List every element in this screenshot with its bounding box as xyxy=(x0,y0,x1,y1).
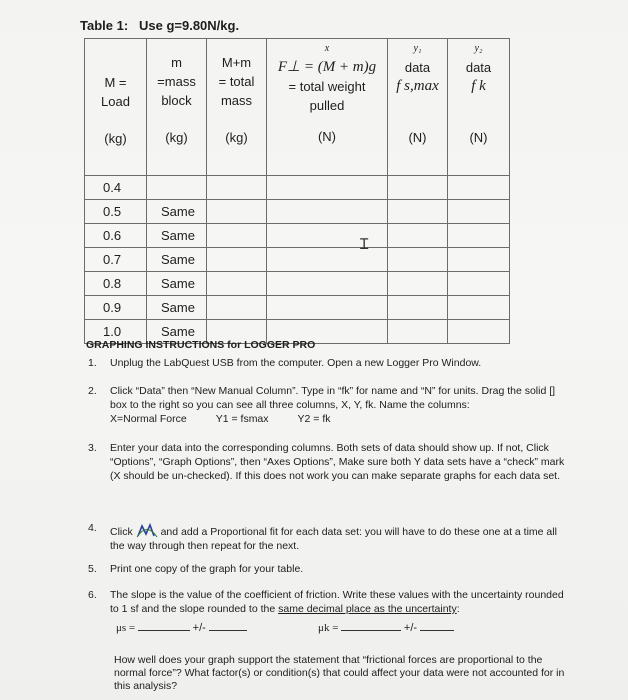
load-cell: 1.0 xyxy=(85,320,147,344)
instruction-number: 4. xyxy=(88,522,97,534)
header-force-line1: = total weight xyxy=(288,79,366,94)
fsmax-cell[interactable] xyxy=(388,248,448,272)
fsmax-cell[interactable] xyxy=(388,272,448,296)
mu-s-blank[interactable] xyxy=(138,620,190,631)
unit-mass: (kg) xyxy=(165,130,188,145)
table-row xyxy=(85,176,510,200)
instruction-text-end: : xyxy=(456,603,460,615)
total-mass-cell[interactable] xyxy=(207,200,267,224)
instruction-text: Enter your data into the corresponding columns. Both sets of data should show up. If not, Click “Options”, “Graph Options”, then “Axes Options”, Make sure both Y data sets have a “check” mark (X should be un-checked). If this does not work you can make separate graphs for each data set. xyxy=(110,442,565,482)
total-mass-cell[interactable] xyxy=(207,272,267,296)
mass-cell: Same xyxy=(147,296,207,320)
normal-force-cell[interactable] xyxy=(267,200,388,224)
mu-k-pm: +/- xyxy=(403,622,418,634)
load-cell: 0.5 xyxy=(85,200,147,224)
instruction-number: 3. xyxy=(88,442,97,454)
normal-force-cell[interactable] xyxy=(267,296,388,320)
fk-cell[interactable] xyxy=(448,272,510,296)
normal-force-cell[interactable] xyxy=(267,248,388,272)
header-fk-symbol: f k xyxy=(471,78,486,94)
header-normal-force xyxy=(267,39,388,176)
data-table xyxy=(84,38,510,344)
instruction-text: Print one copy of the graph for your table. xyxy=(110,563,304,575)
table-header-row xyxy=(85,39,510,176)
coefficients-row xyxy=(116,620,454,634)
analysis-question: How well does your graph support the statement that “frictional forces are proportional to the normal force”? What factor(s) or condition(s) that could affect your data were not accounted for in this analysis? xyxy=(114,654,565,692)
header-formula: F⊥ = (M + m)g xyxy=(277,59,377,75)
table-row xyxy=(85,248,510,272)
fsmax-cell[interactable] xyxy=(388,320,448,344)
mu-k-blank[interactable] xyxy=(341,620,401,631)
table-title: Table 1: Use g=9.80N/kg. xyxy=(80,18,240,33)
fk-cell[interactable] xyxy=(448,224,510,248)
header-total-mass xyxy=(207,39,267,176)
header-y2-var: y₂ xyxy=(474,43,483,54)
table-row xyxy=(85,200,510,224)
instruction-text: and add a Proportional fit for each data set: you will have to do these one at a time all the way through then repeat for the next. xyxy=(110,526,557,552)
total-mass-cell[interactable] xyxy=(207,224,267,248)
header-load-line1: M = xyxy=(104,75,127,90)
header-force-line2: pulled xyxy=(309,98,345,113)
mass-cell: Same xyxy=(147,224,207,248)
header-load xyxy=(85,39,147,176)
header-fsmax-symbol: f s,max xyxy=(396,78,439,94)
normal-force-cell[interactable] xyxy=(267,176,388,200)
mu-k-uncertainty-blank[interactable] xyxy=(420,620,454,631)
header-mass-line3: block xyxy=(161,93,192,108)
column-names-line: X=Normal Force Y1 = fsmax Y2 = fk xyxy=(110,413,331,425)
mass-cell: Same xyxy=(147,272,207,296)
fk-cell[interactable] xyxy=(448,320,510,344)
instruction-number: 1. xyxy=(88,357,97,369)
normal-force-cell[interactable] xyxy=(267,224,388,248)
instruction-text: The slope is the value of the coefficient of friction. Write these values with the uncertainty rounded to 1 sf and the slope rounded to the xyxy=(110,589,564,615)
fk-cell[interactable] xyxy=(448,176,510,200)
header-y2-label: data xyxy=(465,60,492,75)
table-row xyxy=(85,296,510,320)
header-total-line2: = total xyxy=(218,74,255,89)
header-x-var: x xyxy=(324,43,330,54)
mass-cell: Same xyxy=(147,200,207,224)
header-total-line1: M+m xyxy=(221,55,252,70)
table-row xyxy=(85,224,510,248)
load-cell: 0.6 xyxy=(85,224,147,248)
graphing-instructions-title: GRAPHING INSTRUCTIONS for LOGGER PRO xyxy=(86,339,316,351)
mu-s-pm: +/- xyxy=(192,622,206,634)
header-fsmax xyxy=(388,39,448,176)
mu-k-label: μk = xyxy=(318,622,339,634)
header-fk xyxy=(448,39,510,176)
table-row xyxy=(85,272,510,296)
fsmax-cell[interactable] xyxy=(388,224,448,248)
load-cell: 0.7 xyxy=(85,248,147,272)
normal-force-cell[interactable] xyxy=(267,272,388,296)
instruction-text-click: Click xyxy=(110,526,133,538)
instruction-number: 6. xyxy=(88,589,97,601)
unit-load: (kg) xyxy=(104,131,127,146)
curve-fit-icon xyxy=(136,521,158,539)
mu-s-uncertainty-blank[interactable] xyxy=(209,620,247,631)
mu-s-label: μs = xyxy=(116,622,136,634)
header-mass xyxy=(147,39,207,176)
mass-cell: Same xyxy=(147,248,207,272)
load-cell: 0.9 xyxy=(85,296,147,320)
unit-force: (N) xyxy=(317,129,337,144)
fsmax-cell[interactable] xyxy=(388,200,448,224)
header-load-line2: Load xyxy=(101,94,130,109)
header-total-line3: mass xyxy=(220,93,253,108)
fk-cell[interactable] xyxy=(448,248,510,272)
instruction-text: Unplug the LabQuest USB from the computer. Open a new Logger Pro Window. xyxy=(110,357,482,369)
fk-cell[interactable] xyxy=(448,200,510,224)
instruction-text: Click “Data” then “New Manual Column”. Type in “fk” for name and “N” for units. Drag the solid [] box to the right so you can see all three columns, X, Y, fk. Name the columns: xyxy=(110,385,556,411)
fsmax-cell[interactable] xyxy=(388,176,448,200)
load-cell: 0.8 xyxy=(85,272,147,296)
mass-cell xyxy=(147,176,207,200)
instruction-number: 2. xyxy=(88,385,97,397)
header-y1-label: data xyxy=(404,60,431,75)
header-mass-line1: m xyxy=(171,55,182,70)
total-mass-cell[interactable] xyxy=(207,296,267,320)
unit-total-mass: (kg) xyxy=(225,130,248,145)
load-cell: 0.4 xyxy=(85,176,147,200)
fsmax-cell[interactable] xyxy=(388,296,448,320)
fk-cell[interactable] xyxy=(448,296,510,320)
total-mass-cell[interactable] xyxy=(207,248,267,272)
instruction-underlined-text: same decimal place as the uncertainty xyxy=(278,603,457,615)
text-cursor-icon: Ɪ xyxy=(360,235,369,253)
instruction-number: 5. xyxy=(88,563,97,575)
header-y1-var: y₁ xyxy=(413,43,422,54)
mass-cell: Same xyxy=(147,320,207,344)
unit-fsmax: (N) xyxy=(408,130,427,145)
header-mass-line2: =mass xyxy=(157,74,196,89)
unit-fk: (N) xyxy=(469,130,488,145)
total-mass-cell[interactable] xyxy=(207,176,267,200)
